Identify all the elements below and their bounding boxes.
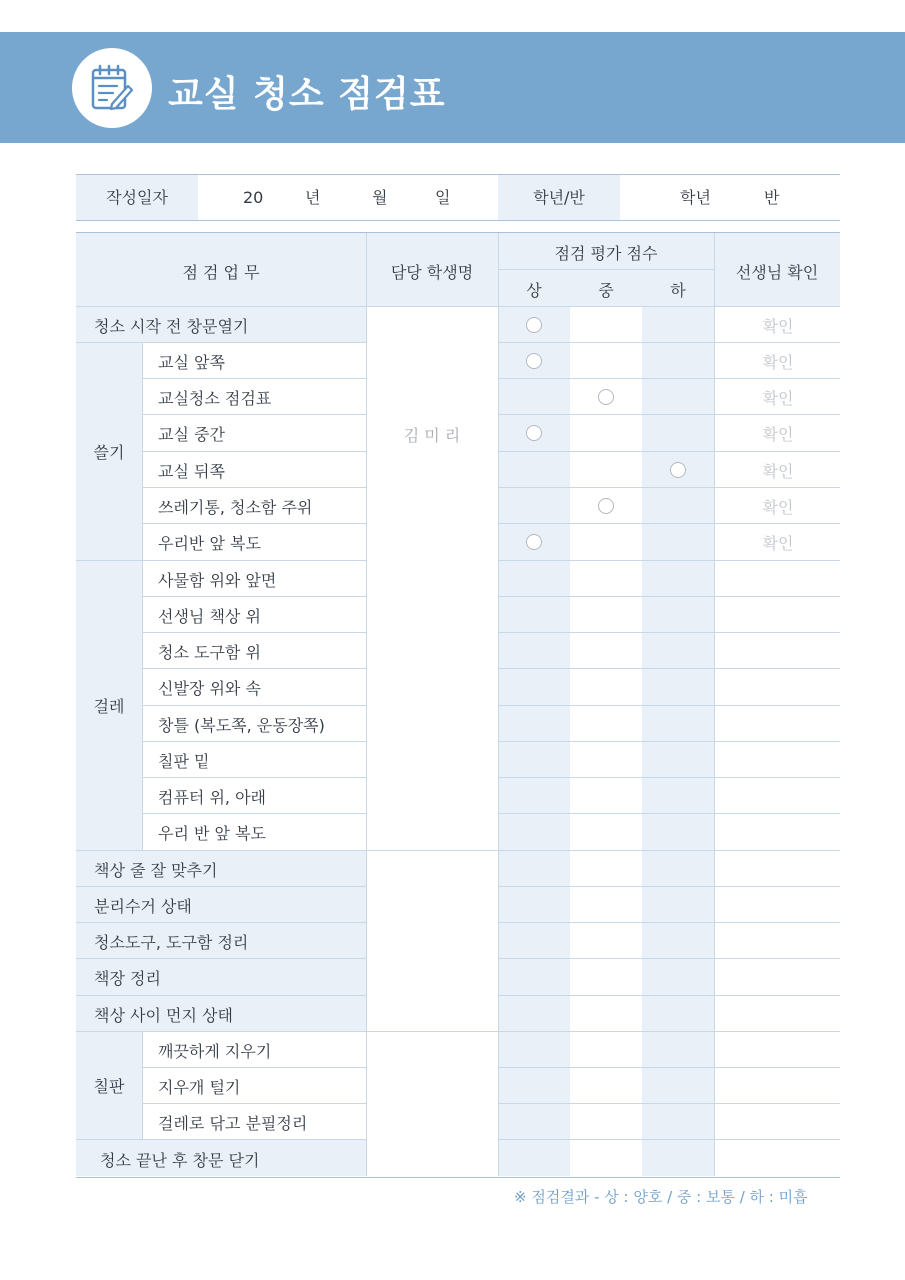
header-score: 점검 평가 점수 [554,244,658,263]
divider [498,451,840,452]
divider [142,487,366,488]
divider [498,414,840,415]
task-row: 걸레로 닦고 분필정리 [158,1114,308,1133]
score-mark-high[interactable] [526,317,542,333]
divider [142,1031,143,1139]
teacher-confirm[interactable]: 확인 [762,317,794,336]
divider [498,813,840,814]
task-row: 지우개 털기 [158,1078,241,1097]
task-row: 깨끗하게 지우기 [158,1042,272,1061]
divider [142,1103,366,1104]
class-unit-label: 반 [764,188,780,207]
task-row: 교실청소 점검표 [158,389,272,408]
divider [76,958,366,959]
divider [142,813,366,814]
divider [498,668,840,669]
category-mop: 걸레 [93,697,125,716]
divider [366,233,367,1176]
divider [142,777,366,778]
teacher-confirm[interactable]: 확인 [762,462,794,481]
category-sweep: 쓸기 [93,443,125,462]
divider [76,1139,366,1140]
checklist-table [76,232,840,1178]
task-row: 사물함 위와 앞면 [158,571,277,590]
divider [366,850,498,851]
task-row: 교실 앞쪽 [158,353,225,372]
legend-footnote: ※ 점검결과 - 상 : 양호 / 중 : 보통 / 하 : 미흡 [514,1188,808,1206]
logo-badge [72,48,152,128]
divider [498,922,840,923]
task-row: 청소 끝난 후 창문 닫기 [100,1151,260,1170]
task-row: 우리반 앞 복도 [158,534,261,553]
divider [498,342,840,343]
task-row: 청소도구, 도구함 정리 [94,933,249,952]
divider [498,741,840,742]
task-row: 책상 줄 잘 맞추기 [94,861,218,880]
category-board: 칠판 [93,1077,125,1096]
teacher-confirm[interactable]: 확인 [762,534,794,553]
date-label: 작성일자 [76,175,198,220]
divider [76,306,840,307]
divider [498,1067,840,1068]
class-label: 학년/반 [498,175,620,220]
divider [498,523,840,524]
student-name: 김 미 리 [403,426,461,445]
task-row: 분리수거 상태 [94,897,192,916]
header-task: 점 검 업 무 [182,263,260,282]
divider [498,958,840,959]
info-row [76,174,840,221]
divider [142,632,366,633]
teacher-confirm[interactable]: 확인 [762,498,794,517]
divider [142,596,366,597]
header-mid: 중 [598,281,614,300]
notepad-pencil-icon [90,64,134,112]
day-label: 일 [435,188,451,207]
score-mark-high[interactable] [526,534,542,550]
task-row: 교실 중간 [158,425,225,444]
year-label: 년 [305,188,321,207]
divider [76,1031,366,1032]
divider [142,523,366,524]
header-banner [0,32,905,143]
divider [498,632,840,633]
task-row: 컴퓨터 위, 아래 [158,788,266,807]
divider [142,451,366,452]
header-teacher: 선생님 확인 [735,263,819,282]
divider [498,1031,840,1032]
divider [142,1067,366,1068]
divider [498,560,840,561]
divider [76,922,366,923]
page-title: 교실 청소 점검표 [168,74,446,115]
divider [498,487,840,488]
divider [76,850,366,851]
score-mark-mid[interactable] [598,389,614,405]
task-row: 청소 도구함 위 [158,643,261,662]
divider [498,777,840,778]
divider [366,1031,498,1032]
task-row: 우리 반 앞 복도 [158,824,266,843]
year-prefix: 20 [243,188,264,207]
header-student: 담당 학생명 [390,263,474,282]
score-mark-high[interactable] [526,425,542,441]
teacher-confirm[interactable]: 확인 [762,353,794,372]
divider [498,269,714,270]
divider [498,850,840,851]
teacher-confirm[interactable]: 확인 [762,425,794,444]
task-row: 책상 사이 먼지 상태 [94,1006,233,1025]
divider [498,705,840,706]
divider [76,560,366,561]
task-row: 선생님 책상 위 [158,607,261,626]
divider [76,886,366,887]
teacher-confirm[interactable]: 확인 [762,389,794,408]
divider [142,705,366,706]
task-row: 교실 뒤쪽 [158,462,225,481]
task-row: 칠판 밑 [158,752,210,771]
grade-label: 학년 [680,188,711,207]
header-high: 상 [526,281,542,300]
divider [142,668,366,669]
divider [498,886,840,887]
divider [142,378,366,379]
task-row: 청소 시작 전 창문열기 [94,317,249,336]
divider [142,741,366,742]
divider [498,1139,840,1140]
month-label: 월 [372,188,388,207]
divider [76,342,366,343]
divider [498,378,840,379]
divider [142,414,366,415]
score-mark-high[interactable] [526,353,542,369]
header-low: 하 [670,281,686,300]
score-mark-low[interactable] [670,462,686,478]
divider [498,596,840,597]
divider [498,1103,840,1104]
divider [498,995,840,996]
task-row: 신발장 위와 속 [158,679,261,698]
task-row: 책장 정리 [94,969,161,988]
task-row: 창틀 (복도쪽, 운동장쪽) [158,716,325,735]
divider [76,995,366,996]
task-row: 쓰레기통, 청소함 주위 [158,498,313,517]
score-mark-mid[interactable] [598,498,614,514]
